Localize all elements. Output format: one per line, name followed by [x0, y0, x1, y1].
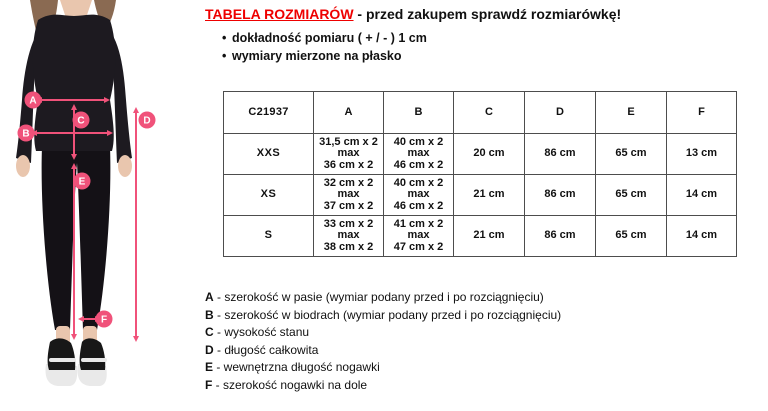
cell-c: 21 cm: [454, 175, 525, 216]
marker-badge-e: [74, 173, 91, 190]
cell-c: 20 cm: [454, 134, 525, 175]
cell-f: 13 cm: [667, 134, 737, 175]
cell-f: 14 cm: [667, 175, 737, 216]
column-header-a: A: [314, 92, 384, 134]
cell-b: 40 cm x 2 max 46 cm x 2: [384, 175, 454, 216]
marker-badge-a: [25, 92, 42, 109]
measure-arrow-d: [133, 107, 139, 342]
svg-text:F: F: [100, 314, 108, 326]
bullet-item: • wymiary mierzone na płasko: [222, 49, 402, 63]
legend-line-e: E - wewnętrzna długość nogawki: [205, 360, 380, 375]
svg-text:B: B: [22, 128, 30, 140]
size-label: S: [224, 216, 314, 257]
bullet-icon: •: [222, 49, 227, 63]
column-header-f: F: [667, 92, 737, 134]
column-header-e: E: [596, 92, 667, 134]
column-header-d: D: [525, 92, 596, 134]
cell-e: 65 cm: [596, 134, 667, 175]
sneaker-stripe-left: [49, 358, 76, 362]
svg-text:E: E: [78, 176, 86, 188]
sneaker-stripe-right: [81, 358, 107, 362]
cell-a: 31,5 cm x 2 max 36 cm x 2: [314, 134, 384, 175]
svg-text:C: C: [77, 115, 85, 127]
page-title-highlight: TABELA ROZMIARÓW: [205, 6, 354, 22]
bullet-item: • dokładność pomiaru ( + / - ) 1 cm: [222, 31, 427, 45]
legend-line-a: A - szerokość w pasie (wymiar podany przed i po rozciągnięciu): [205, 290, 544, 304]
bullet-icon: •: [222, 31, 227, 45]
size-label: XXS: [224, 134, 314, 175]
legend-line-d: D - długość całkowita: [205, 342, 319, 357]
sneaker-left: [48, 338, 76, 370]
model-photo: [0, 0, 200, 411]
size-table-header: [224, 92, 737, 134]
cell-d: 86 cm: [525, 175, 596, 216]
cell-e: 65 cm: [596, 175, 667, 216]
cell-b: 40 cm x 2 max 46 cm x 2: [384, 134, 454, 175]
cell-c: 21 cm: [454, 216, 525, 257]
legend-line-b: B - szerokość w biodrach (wymiar podany przed i po rozciągnięciu): [205, 307, 562, 322]
cell-a: 32 cm x 2 max 37 cm x 2: [314, 175, 384, 216]
legend-line-c: C - wysokość stanu: [205, 325, 310, 340]
cell-d: 86 cm: [525, 134, 596, 175]
cell-f: 14 cm: [667, 216, 737, 257]
column-header-c: C: [454, 92, 525, 134]
legend-line-f: F - szerokość nogawki na dole: [205, 377, 368, 392]
svg-text:A: A: [29, 95, 37, 107]
table-row-xs: [224, 175, 737, 216]
model-hand-right: [118, 155, 132, 177]
sneaker-right: [80, 338, 106, 370]
marker-badge-f: [96, 311, 113, 328]
bullet-list: [222, 29, 427, 65]
marker-badge-d: [139, 112, 156, 129]
model-leg-left: [42, 146, 77, 330]
table-row-xxs: [224, 134, 737, 175]
product-code: C21937: [224, 92, 314, 134]
size-label: XS: [224, 175, 314, 216]
page-title: [205, 6, 621, 22]
table-row-s: [224, 216, 737, 257]
marker-badge-b: [18, 125, 35, 142]
measurement-legend: [205, 289, 561, 395]
cell-b: 41 cm x 2 max 47 cm x 2: [384, 216, 454, 257]
cell-d: 86 cm: [525, 216, 596, 257]
svg-text:D: D: [143, 115, 151, 127]
size-table: [223, 91, 737, 257]
page-title-rest: - przed zakupem sprawdź rozmiarówkę!: [353, 6, 622, 22]
column-header-b: B: [384, 92, 454, 134]
cell-a: 33 cm x 2 max 38 cm x 2: [314, 216, 384, 257]
cell-e: 65 cm: [596, 216, 667, 257]
model-hand-left: [16, 155, 30, 177]
marker-badge-c: [73, 112, 90, 129]
